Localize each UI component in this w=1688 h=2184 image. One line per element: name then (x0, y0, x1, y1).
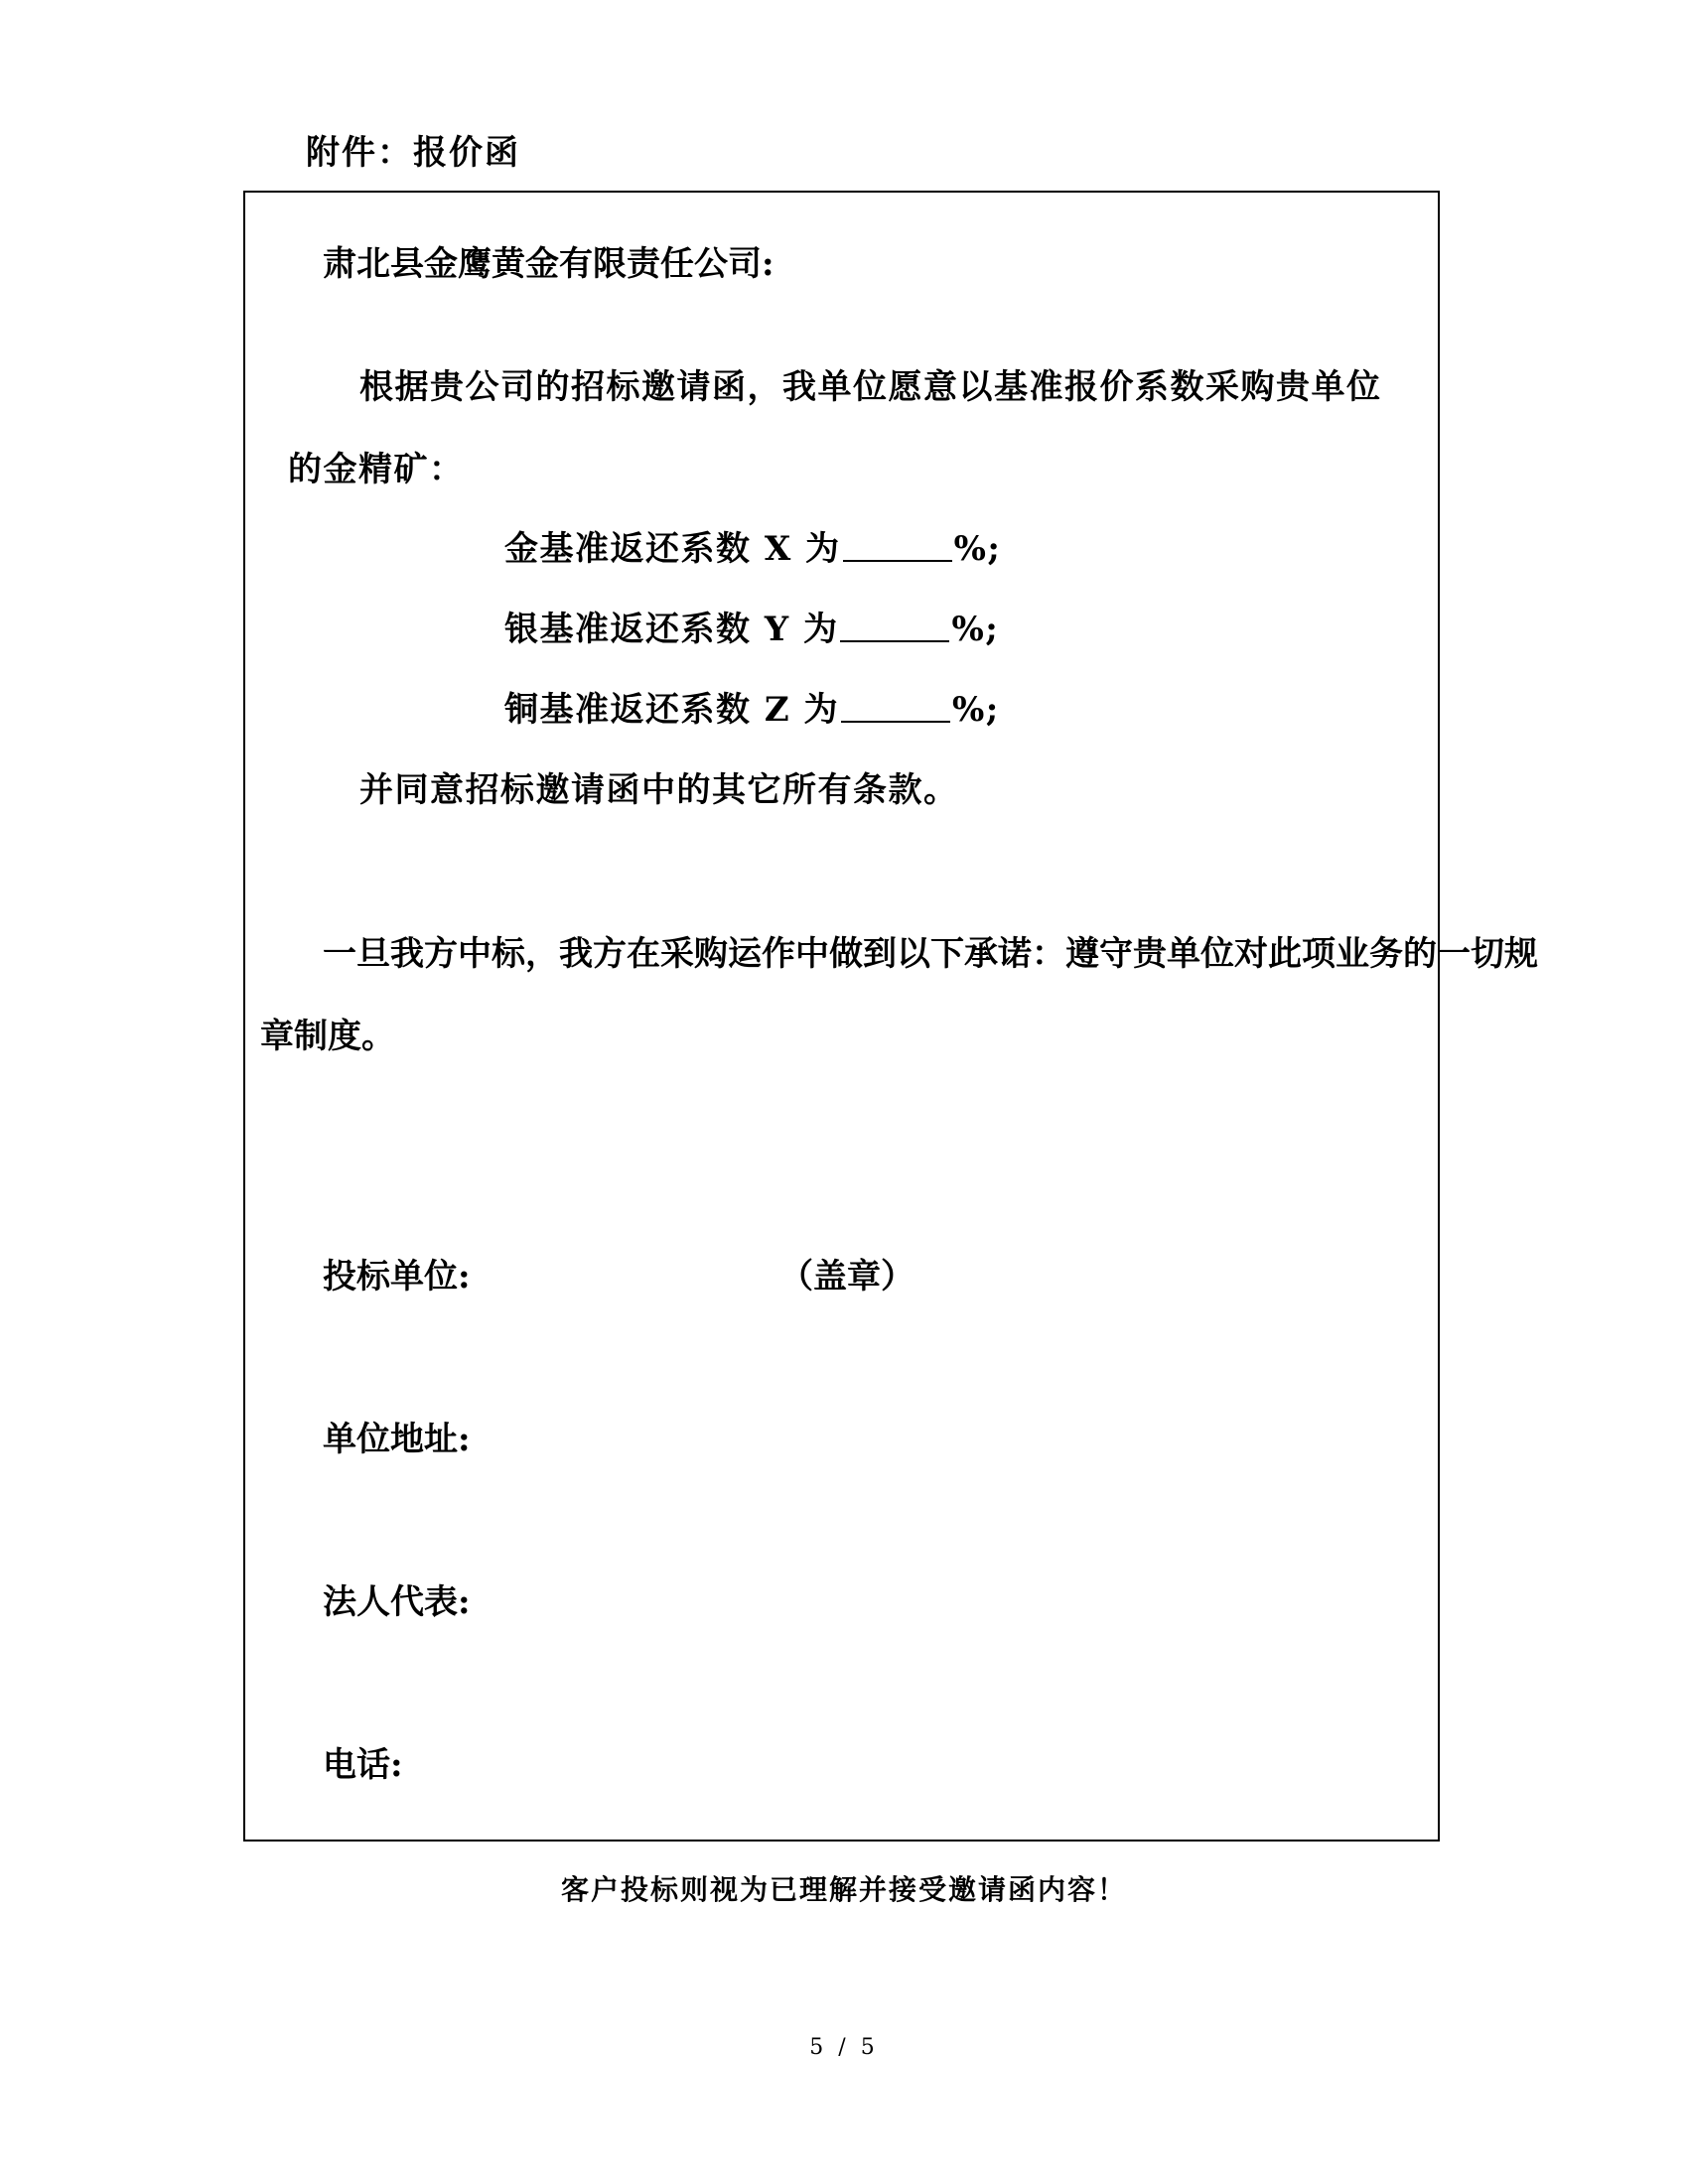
agree-terms-text: 并同意招标邀请函中的其它所有条款。 (359, 770, 959, 810)
seal-label: （盖章） (779, 1257, 914, 1297)
paragraph-intro-line1: 根据贵公司的招标邀请函，我单位愿意以基准报价系数采购贵单位 (359, 367, 1382, 407)
address-label: 单位地址: (323, 1420, 471, 1459)
coefficient-row-gold (504, 521, 1001, 570)
bidder-label: 投标单位: (323, 1257, 471, 1297)
coefficient-suffix-copper: %; (952, 690, 1000, 730)
coefficient-blank-copper[interactable] (841, 687, 950, 723)
commitment-line1: 一旦我方中标，我方在采购运作中做到以下承诺：遵守贵单位对此项业务的一切规 (323, 934, 1538, 974)
legal-representative-label: 法人代表: (323, 1582, 471, 1622)
page-number: 5 / 5 (809, 2035, 879, 2060)
coefficient-label-silver: 银基准返还系数 Y 为 (504, 610, 839, 649)
phone-label: 电话: (323, 1745, 403, 1785)
coefficient-blank-silver[interactable] (840, 607, 949, 642)
footnote: 客户投标则视为已理解并接受邀请函内容！ (560, 1873, 1127, 1906)
attachment-title: 附件：报价函 (306, 133, 520, 173)
coefficient-suffix-gold: %; (953, 529, 1002, 569)
paragraph-intro-line2: 的金精矿： (288, 450, 465, 489)
coefficient-label-gold: 金基准返还系数 X 为 (504, 529, 841, 569)
addressee: 肃北县金鹰黄金有限责任公司: (323, 244, 774, 284)
coefficient-suffix-silver: %; (951, 610, 1000, 649)
coefficient-row-copper (504, 682, 1000, 731)
coefficient-label-copper: 铜基准返还系数 Z 为 (504, 690, 839, 730)
coefficient-blank-gold[interactable] (843, 526, 952, 562)
coefficient-row-silver (504, 602, 999, 650)
commitment-line2: 章制度。 (260, 1017, 395, 1056)
